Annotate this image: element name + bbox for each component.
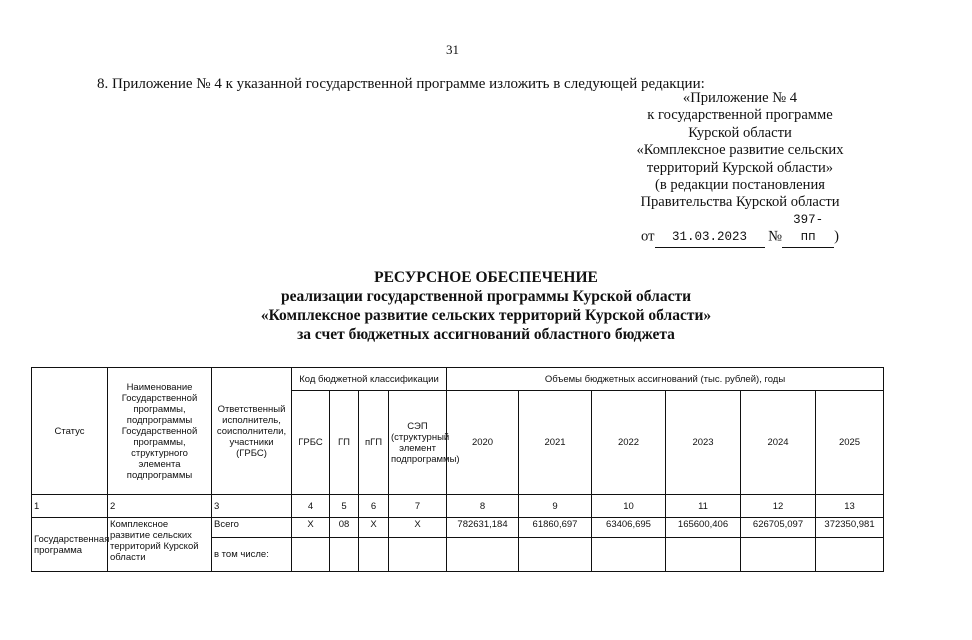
table-row — [32, 518, 884, 538]
appendix-block — [600, 90, 880, 248]
header-allocation-volume: Объемы бюджетных ассигнований (тыс. рублей), годы — [447, 368, 884, 391]
closing-paren: ) — [834, 228, 839, 245]
header-year: 2021 — [519, 391, 592, 495]
column-number: 7 — [389, 495, 447, 518]
row-value: 372350,981 — [816, 518, 884, 538]
column-number: 8 — [447, 495, 519, 518]
page-number: 31 — [446, 42, 459, 57]
row-value: 165600,406 — [666, 518, 741, 538]
decree-date: 31.03.2023 — [655, 229, 765, 247]
row-responsible-total: Всего — [212, 518, 292, 538]
row-name: Комплексное развитие сельских территорий Курской области — [108, 518, 212, 572]
row-value: 782631,184 — [447, 518, 519, 538]
title-line: за счет бюджетных ассигнований областного бюджета — [297, 326, 675, 343]
title-line: «Комплексное развитие сельских территорий Курской области» — [260, 307, 712, 324]
column-number: 3 — [212, 495, 292, 518]
header-year: 2025 — [816, 391, 884, 495]
header-year: 2023 — [666, 391, 741, 495]
header-year: 2020 — [447, 391, 519, 495]
column-number: 5 — [330, 495, 359, 518]
header-sep: СЭП (структурный элемент подпрограммы) — [389, 391, 447, 495]
column-number: 6 — [359, 495, 389, 518]
from-label: от — [641, 228, 655, 245]
header-responsible: Ответственный исполнитель, соисполнители, участники (ГРБС) — [212, 368, 292, 495]
header-name: Наименование Государственной программы, подпрограммы Государственной программы, структурного элемента подпрограммы — [108, 368, 212, 495]
row-value: 626705,097 — [741, 518, 816, 538]
header-year: 2022 — [592, 391, 666, 495]
column-number: 13 — [816, 495, 884, 518]
appendix-line: Курской области — [688, 124, 792, 141]
empty-cell — [447, 538, 519, 572]
row-value: 63406,695 — [592, 518, 666, 538]
empty-cell — [666, 538, 741, 572]
column-number: 11 — [666, 495, 741, 518]
empty-cell — [519, 538, 592, 572]
appendix-line: (в редакции постановления — [655, 177, 825, 194]
header-grbs: ГРБС — [292, 391, 330, 495]
column-number: 4 — [292, 495, 330, 518]
resource-table — [31, 367, 884, 572]
empty-cell — [292, 538, 330, 572]
row-gp: 08 — [330, 518, 359, 538]
column-number: 1 — [32, 495, 108, 518]
empty-cell — [816, 538, 884, 572]
column-number: 10 — [592, 495, 666, 518]
column-number-row — [32, 495, 884, 518]
empty-cell — [741, 538, 816, 572]
column-number: 2 — [108, 495, 212, 518]
appendix-line: «Комплексное развитие сельских — [636, 142, 844, 159]
appendix-line: территорий Курской области» — [646, 159, 834, 176]
row-value: 61860,697 — [519, 518, 592, 538]
column-number: 12 — [741, 495, 816, 518]
document-title — [0, 268, 972, 344]
header-status: Статус — [32, 368, 108, 495]
row-sep: Х — [389, 518, 447, 538]
number-label: № — [768, 228, 783, 245]
header-gp: ГП — [330, 391, 359, 495]
decree-number: 397-пп — [782, 212, 834, 248]
empty-cell — [592, 538, 666, 572]
row-responsible-including: в том числе: — [212, 538, 292, 572]
appendix-date-line — [600, 212, 880, 248]
title-line: РЕСУРСНОЕ ОБЕСПЕЧЕНИЕ — [374, 269, 598, 286]
row-grbs: Х — [292, 518, 330, 538]
appendix-line: «Приложение № 4 — [682, 90, 798, 106]
row-pgp: Х — [359, 518, 389, 538]
appendix-line: Правительства Курской области — [640, 194, 840, 211]
header-pgp: пГП — [359, 391, 389, 495]
header-budget-code: Код бюджетной классификации — [292, 368, 447, 391]
header-year: 2024 — [741, 391, 816, 495]
title-line: реализации государственной программы Курской области — [280, 288, 692, 305]
empty-cell — [389, 538, 447, 572]
empty-cell — [359, 538, 389, 572]
intro-paragraph: 8. Приложение № 4 к указанной государственной программе изложить в следующей редакции: — [97, 76, 705, 92]
header-row-1 — [32, 368, 884, 391]
row-status: Государственная программа — [32, 518, 108, 572]
column-number: 9 — [519, 495, 592, 518]
appendix-line: к государственной программе — [647, 107, 833, 124]
empty-cell — [330, 538, 359, 572]
